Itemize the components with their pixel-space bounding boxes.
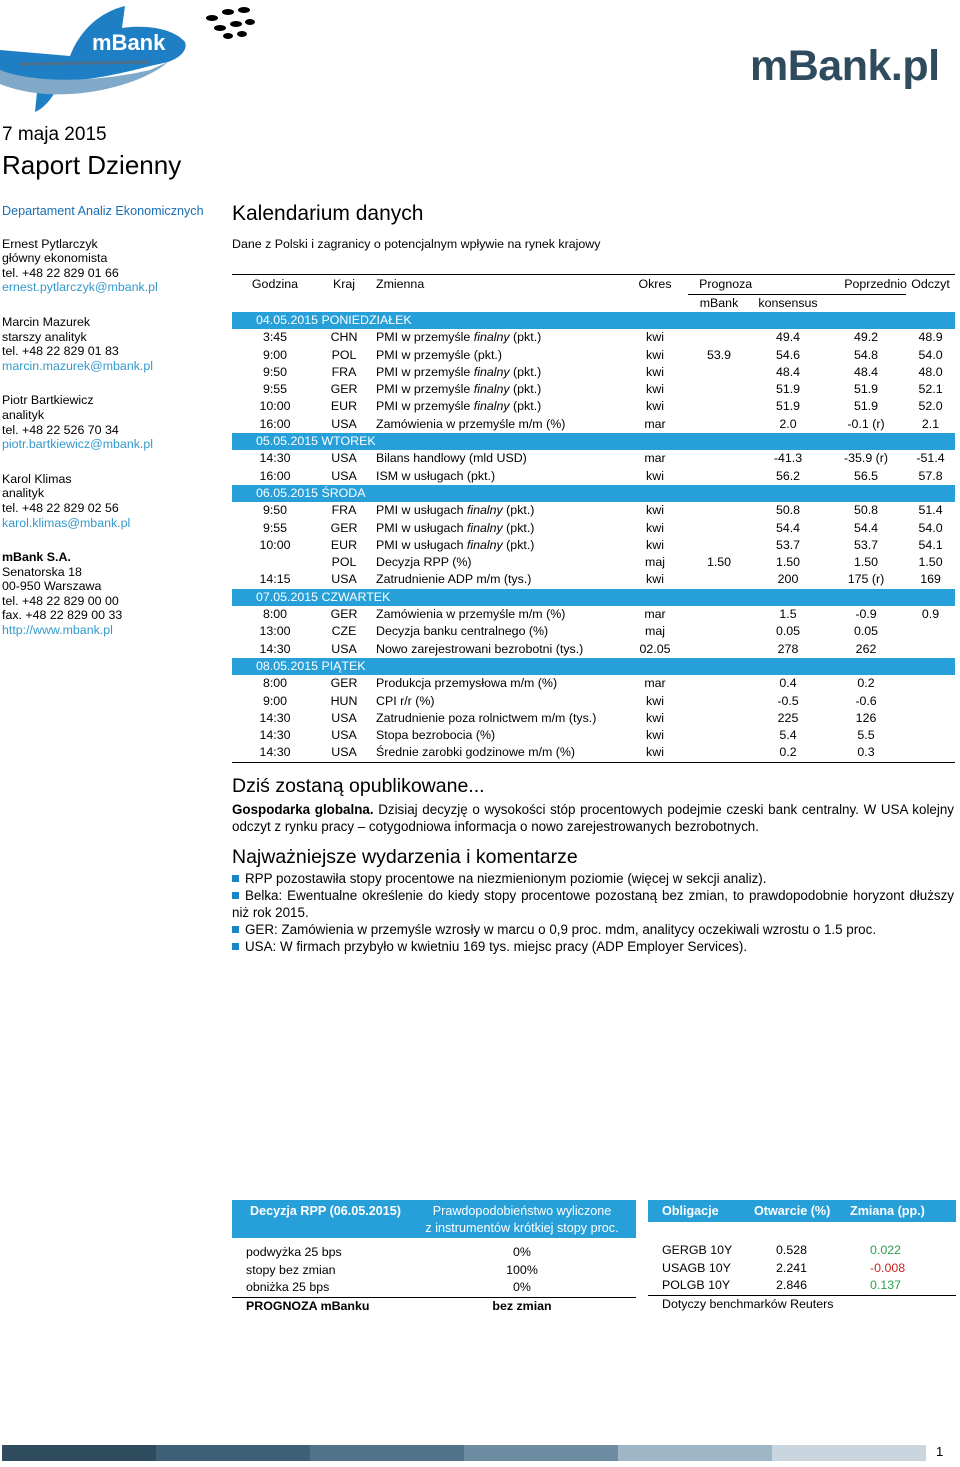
row-previous: 0.2 xyxy=(857,676,875,691)
row-country: USA xyxy=(331,641,357,656)
row-variable: PMI w przemyśle finalny (pkt.) xyxy=(376,382,542,397)
person-name: Karol Klimas xyxy=(2,471,72,486)
row-time: 14:30 xyxy=(259,451,291,466)
row-consensus: 48.4 xyxy=(775,364,801,379)
row-consensus: 53.7 xyxy=(775,537,801,552)
row-country: CZE xyxy=(331,624,357,639)
day-label: 06.05.2015 ŚRODA xyxy=(232,485,955,502)
row-mbank-forecast xyxy=(688,364,750,381)
row-period: kwi xyxy=(646,728,664,743)
bond-name: USAGB 10Y xyxy=(662,1260,731,1275)
row-time: 9:55 xyxy=(262,520,288,535)
row-consensus: -0.5 xyxy=(777,693,799,708)
calendar-day-row xyxy=(232,312,955,329)
bond-note: Dotyczy benchmarków Reuters xyxy=(662,1296,834,1311)
row-variable: Produkcja przemysłowa m/m (%) xyxy=(376,676,558,691)
calendar-day-row xyxy=(232,658,955,675)
row-mbank-forecast xyxy=(688,502,750,519)
row-previous: 1.50 xyxy=(853,555,879,570)
page-number: 1 xyxy=(936,1444,944,1459)
row-variable: PMI w przemyśle (pkt.) xyxy=(376,347,502,362)
company-address xyxy=(2,550,224,638)
row-variable: Zamówienia w przemyśle m/m (%) xyxy=(376,607,566,622)
row-variable: PMI w przemyśle finalny (pkt.) xyxy=(376,399,542,414)
header-prognoza: Prognoza Poprzednio xyxy=(688,275,906,295)
row-country: GER xyxy=(330,382,358,397)
rpp-forecast-value: bez zmian xyxy=(492,1298,552,1313)
calendar-title: Kalendarium danych xyxy=(232,202,424,225)
person-role: analityk xyxy=(2,407,45,422)
highlights-title: Najważniejsze wydarzenia i komentarze xyxy=(232,846,578,868)
row-period: kwi xyxy=(646,468,664,483)
rpp-row-value: 0% xyxy=(513,1280,531,1294)
bond-change: 0.022 xyxy=(870,1243,902,1257)
bond-row xyxy=(648,1260,956,1278)
row-actual: 2.1 xyxy=(921,416,940,431)
company-street: Senatorska 18 xyxy=(2,564,82,579)
row-period: kwi xyxy=(646,520,664,535)
row-variable: PMI w usługach finalny (pkt.) xyxy=(376,520,535,535)
logo-wordmark: mBank xyxy=(92,30,166,55)
row-previous: -0.6 xyxy=(855,693,877,708)
row-previous: -0.9 xyxy=(855,607,877,622)
row-previous: -35.9 (r) xyxy=(843,451,889,466)
calendar-row xyxy=(232,537,955,554)
rpp-header-left: Decyzja RPP (06.05.2015) xyxy=(250,1204,401,1218)
company-name: mBank S.A. xyxy=(2,550,71,565)
calendar-row xyxy=(232,623,955,640)
highlight-item: Belka: Ewentualne określenie do kiedy stopy procentowe pozostaną bez zmian, to prawdopodobnie horyzont dłuższy niż rok 2015. xyxy=(232,888,954,920)
row-mbank-forecast xyxy=(688,416,750,433)
rpp-row-label: stopy bez zmian xyxy=(246,1262,336,1277)
person-role: główny ekonomista xyxy=(2,251,108,266)
row-previous: 54.8 xyxy=(853,347,879,362)
footer-bar xyxy=(2,1445,926,1461)
highlights-list xyxy=(232,870,954,955)
today-lead: Gospodarka globalna. xyxy=(232,802,374,817)
calendar-header-row xyxy=(232,275,955,295)
person-email-link[interactable]: ernest.pytlarczyk@mbank.pl xyxy=(2,280,158,295)
header-poprzednio: Poprzednio xyxy=(844,277,907,291)
bond-row xyxy=(648,1277,956,1295)
row-actual: 51.4 xyxy=(918,503,943,518)
row-country: HUN xyxy=(330,693,358,708)
row-actual xyxy=(906,693,955,710)
row-time: 16:00 xyxy=(259,468,291,483)
row-mbank-forecast xyxy=(688,693,750,710)
row-period: kwi xyxy=(622,744,688,762)
company-city: 00-950 Warszawa xyxy=(2,579,102,594)
row-consensus: 0.2 xyxy=(750,744,826,762)
row-country: FRA xyxy=(331,503,357,518)
row-consensus: 56.2 xyxy=(775,468,801,483)
row-time: 14:15 xyxy=(259,572,291,587)
highlight-item: USA: W firmach przybyło w kwietniu 169 tys. miejsc pracy (ADP Employer Services). xyxy=(232,938,954,955)
bullet-square-icon xyxy=(232,875,239,882)
row-country: USA xyxy=(331,572,357,587)
day-label: 07.05.2015 CZWARTEK xyxy=(232,589,955,606)
row-consensus: 51.9 xyxy=(775,399,801,414)
department-name: Departament Analiz Ekonomicznych xyxy=(2,204,204,218)
company-fax: fax. +48 22 829 00 33 xyxy=(2,608,123,623)
person-name: Marcin Mazurek xyxy=(2,314,91,329)
row-previous: 48.4 xyxy=(853,364,879,379)
day-label: 04.05.2015 PONIEDZIAŁEK xyxy=(232,312,955,329)
row-consensus: 54.6 xyxy=(775,347,801,362)
row-variable: Bilans handlowy (mld USD) xyxy=(376,451,527,466)
bond-header-change: Zmiana (pp.) xyxy=(850,1204,925,1218)
calendar-row xyxy=(232,416,955,433)
row-consensus: 0.4 xyxy=(779,676,797,691)
contact-sidebar xyxy=(2,204,224,638)
contact-person xyxy=(2,472,224,530)
row-country: EUR xyxy=(330,399,358,414)
row-actual: 52.1 xyxy=(918,382,943,397)
calendar-row xyxy=(232,329,955,346)
calendar-table xyxy=(232,274,955,763)
row-actual: 54.0 xyxy=(918,520,943,535)
row-mbank-forecast xyxy=(688,450,750,467)
row-variable: Stopa bezrobocia (%) xyxy=(376,728,496,743)
bond-row xyxy=(648,1242,956,1260)
row-period: kwi xyxy=(646,364,664,379)
row-consensus: -41.3 xyxy=(773,451,803,466)
row-actual xyxy=(906,623,955,640)
row-country: GER xyxy=(330,520,358,535)
brand-logo: mBank.pl xyxy=(750,42,940,90)
row-actual: 48.0 xyxy=(918,364,943,379)
bullet-square-icon xyxy=(232,926,239,933)
row-previous: 51.9 xyxy=(853,382,879,397)
person-role: analityk xyxy=(2,486,45,501)
bond-open: 2.846 xyxy=(776,1278,808,1292)
row-time xyxy=(232,554,318,571)
header-okres: Okres xyxy=(622,275,688,295)
header-mbank: mBank xyxy=(688,295,750,313)
row-previous: 49.2 xyxy=(853,330,879,345)
row-country: GER xyxy=(330,676,358,691)
row-time: 10:00 xyxy=(259,537,291,552)
row-mbank-forecast xyxy=(688,727,750,744)
row-consensus: 5.4 xyxy=(779,728,797,743)
row-mbank-forecast xyxy=(688,329,750,346)
rpp-row-value: 100% xyxy=(506,1262,538,1277)
row-consensus: 225 xyxy=(777,710,799,725)
row-mbank-forecast xyxy=(688,468,750,485)
row-previous: 0.3 xyxy=(826,744,906,762)
person-name: Ernest Pytlarczyk xyxy=(2,236,98,251)
rpp-row-label: obniżka 25 bps xyxy=(246,1280,330,1294)
row-variable: ISM w usługach (pkt.) xyxy=(376,468,496,483)
row-time: 8:00 xyxy=(262,607,288,622)
row-period: mar xyxy=(644,607,666,622)
today-section-title: Dziś zostaną opublikowane... xyxy=(232,775,485,797)
row-actual: 52.0 xyxy=(918,399,943,414)
row-time: 9:00 xyxy=(262,347,288,362)
row-consensus: 49.4 xyxy=(775,330,801,345)
row-actual: -51.4 xyxy=(916,451,945,466)
row-period: kwi xyxy=(646,503,664,518)
row-variable: Zatrudnienie ADP m/m (tys.) xyxy=(376,572,532,587)
day-label: 08.05.2015 PIĄTEK xyxy=(232,658,955,675)
calendar-row xyxy=(232,675,955,692)
bond-change: 0.137 xyxy=(870,1278,902,1292)
calendar-row xyxy=(232,381,955,398)
person-role: starszy analityk xyxy=(2,329,87,344)
row-period: maj xyxy=(645,555,665,570)
rpp-row-label: podwyżka 25 bps xyxy=(246,1245,342,1259)
company-website-link[interactable]: http://www.mbank.pl xyxy=(2,623,113,638)
header-konsensus: konsensus xyxy=(750,295,826,313)
row-period: kwi xyxy=(646,347,664,362)
row-variable: PMI w usługach finalny (pkt.) xyxy=(376,503,535,518)
rpp-header-right-1: Prawdopodobieństwo wyliczone xyxy=(432,1204,612,1218)
calendar-row xyxy=(232,727,955,744)
calendar-subheader-row xyxy=(232,295,955,313)
row-actual xyxy=(906,744,955,762)
row-country: USA xyxy=(318,744,370,762)
row-actual: 169 xyxy=(920,572,941,587)
calendar-row xyxy=(232,744,955,762)
rpp-forecast-row xyxy=(232,1297,636,1316)
calendar-row xyxy=(232,693,955,710)
person-tel: tel. +48 22 526 70 34 xyxy=(2,422,119,437)
calendar-row xyxy=(232,554,955,571)
row-period: mar xyxy=(644,676,666,691)
row-actual xyxy=(906,675,955,692)
row-actual: 57.8 xyxy=(918,468,943,483)
calendar-day-row xyxy=(232,589,955,606)
row-variable: PMI w usługach finalny (pkt.) xyxy=(376,537,535,552)
bond-change: -0.008 xyxy=(870,1260,906,1275)
bond-header-open: Otwarcie (%) xyxy=(754,1204,831,1218)
row-mbank-forecast: 1.50 xyxy=(706,555,732,570)
calendar-row xyxy=(232,710,955,727)
row-time: 14:30 xyxy=(232,744,318,762)
row-consensus: 50.8 xyxy=(775,503,801,518)
row-time: 14:30 xyxy=(259,728,291,743)
report-date: 7 maja 2015 xyxy=(2,124,107,145)
row-consensus: 2.0 xyxy=(779,416,797,431)
row-country: FRA xyxy=(331,364,357,379)
row-previous: -0.1 (r) xyxy=(847,416,885,431)
row-previous: 175 (r) xyxy=(847,572,885,587)
row-actual: 1.50 xyxy=(918,555,943,570)
row-previous: 126 xyxy=(855,710,877,725)
calendar-day-row xyxy=(232,485,955,502)
calendar-subtitle: Dane z Polski i zagranicy o potencjalnym wpływie na rynek krajowy xyxy=(232,237,601,251)
row-period: kwi xyxy=(646,330,664,345)
row-mbank-forecast xyxy=(688,537,750,554)
calendar-row xyxy=(232,502,955,519)
company-tel: tel. +48 22 829 00 00 xyxy=(2,593,119,608)
rpp-row xyxy=(232,1244,636,1262)
bond-note-row xyxy=(648,1295,956,1314)
row-previous: 262 xyxy=(855,641,877,656)
row-country: USA xyxy=(331,728,357,743)
row-mbank-forecast: 53.9 xyxy=(706,347,732,362)
row-time: 8:00 xyxy=(262,676,288,691)
rpp-row-value: 0% xyxy=(513,1245,531,1259)
row-mbank-forecast xyxy=(688,520,750,537)
row-consensus: 0.05 xyxy=(775,624,801,639)
contact-person xyxy=(2,237,224,295)
row-country: USA xyxy=(331,451,357,466)
mbank-shark-logo xyxy=(0,0,260,115)
person-email-link[interactable]: piotr.bartkiewicz@mbank.pl xyxy=(2,437,153,452)
row-actual xyxy=(906,710,955,727)
row-previous: 53.7 xyxy=(853,537,879,552)
person-name: Piotr Bartkiewicz xyxy=(2,393,94,408)
row-previous: 50.8 xyxy=(853,503,879,518)
row-time: 14:30 xyxy=(259,710,291,725)
row-variable: PMI w przemyśle finalny (pkt.) xyxy=(376,330,542,345)
header-odczyt: Odczyt xyxy=(906,275,955,295)
row-period: maj xyxy=(645,624,665,639)
bond-name: GERGB 10Y xyxy=(662,1243,733,1257)
person-tel: tel. +48 22 829 02 56 xyxy=(2,500,119,515)
row-time: 3:45 xyxy=(262,330,288,345)
row-consensus: 51.9 xyxy=(775,382,801,397)
row-actual xyxy=(906,641,955,658)
bond-open: 2.241 xyxy=(776,1260,808,1275)
row-time: 9:55 xyxy=(262,382,288,397)
rpp-row xyxy=(232,1262,636,1280)
calendar-row xyxy=(232,571,955,588)
row-mbank-forecast xyxy=(688,606,750,623)
contact-person xyxy=(2,315,224,373)
row-actual: 48.9 xyxy=(918,330,943,345)
row-country: USA xyxy=(331,710,357,725)
row-previous: 0.05 xyxy=(853,624,879,639)
rpp-header-right-2: z instrumentów krótkiej stopy proc. xyxy=(425,1221,619,1235)
row-time: 13:00 xyxy=(259,624,291,639)
calendar-row xyxy=(232,606,955,623)
row-previous: 5.5 xyxy=(857,728,875,743)
person-email-link[interactable]: karol.klimas@mbank.pl xyxy=(2,515,131,530)
person-tel: tel. +48 22 829 01 83 xyxy=(2,344,119,359)
row-actual xyxy=(906,727,955,744)
row-actual: 54.1 xyxy=(918,537,943,552)
row-actual: 54.0 xyxy=(918,347,943,362)
row-mbank-forecast xyxy=(688,710,750,727)
calendar-row xyxy=(232,364,955,381)
bullet-square-icon xyxy=(232,943,239,950)
row-country: POL xyxy=(331,347,357,362)
row-consensus: 54.4 xyxy=(775,520,801,535)
row-mbank-forecast xyxy=(688,623,750,640)
bond-header-name: Obligacje xyxy=(662,1204,719,1218)
row-time: 9:00 xyxy=(262,693,288,708)
calendar-row xyxy=(232,347,955,364)
row-previous: 51.9 xyxy=(853,399,879,414)
rpp-row xyxy=(232,1279,636,1297)
row-mbank-forecast xyxy=(688,571,750,588)
row-variable: Zamówienia w przemyśle m/m (%) xyxy=(376,416,566,431)
day-label: 05.05.2015 WTOREK xyxy=(232,433,955,450)
row-consensus: 1.5 xyxy=(779,607,797,622)
person-email-link[interactable]: marcin.mazurek@mbank.pl xyxy=(2,358,153,373)
bond-table xyxy=(648,1200,956,1313)
bond-table-header xyxy=(648,1200,956,1222)
calendar-day-row xyxy=(232,433,955,450)
row-period: kwi xyxy=(646,537,664,552)
row-consensus: 200 xyxy=(777,572,799,587)
row-country: USA xyxy=(331,468,357,483)
row-time: 10:00 xyxy=(259,399,291,414)
row-previous: 56.5 xyxy=(853,468,879,483)
row-period: kwi xyxy=(646,572,664,587)
row-mbank-forecast xyxy=(688,675,750,692)
row-period: kwi xyxy=(646,399,664,414)
calendar-row xyxy=(232,468,955,485)
row-previous: 54.4 xyxy=(853,520,879,535)
row-mbank-forecast xyxy=(688,381,750,398)
today-body: Dzisiaj decyzję o wysokości stóp procentowych podejmie czeski bank centralny. W USA kolejny odczyt z rynku pracy – cotygodniowa informacja o nowo zarejestrowanych bezrobotnych. xyxy=(232,802,954,834)
rpp-forecast-label: PROGNOZA mBanku xyxy=(246,1298,370,1313)
row-variable: Decyzja banku centralnego (%) xyxy=(376,624,549,639)
bullet-square-icon xyxy=(232,892,239,899)
row-country: USA xyxy=(331,416,357,431)
row-time: 14:30 xyxy=(259,641,291,656)
rpp-table-header xyxy=(232,1200,636,1238)
row-period: mar xyxy=(644,451,666,466)
rpp-decision-table xyxy=(232,1200,636,1315)
row-variable: Nowo zarejestrowani bezrobotni (tys.) xyxy=(376,641,584,656)
row-period: kwi xyxy=(646,693,664,708)
row-variable: Zatrudnienie poza rolnictwem m/m (tys.) xyxy=(376,710,597,725)
row-mbank-forecast xyxy=(688,641,750,658)
row-consensus: 278 xyxy=(777,641,799,656)
highlight-item: RPP pozostawiła stopy procentowe na niezmienionym poziomie (więcej w sekcji analiz). xyxy=(232,870,954,887)
header-kraj: Kraj xyxy=(318,275,370,295)
row-actual: 0.9 xyxy=(921,607,940,622)
row-mbank-forecast xyxy=(688,398,750,415)
row-time: 9:50 xyxy=(262,503,288,518)
row-variable: Średnie zarobki godzinowe m/m (%) xyxy=(370,744,622,762)
row-consensus: 1.50 xyxy=(775,555,801,570)
row-time: 9:50 xyxy=(262,364,288,379)
bond-open: 0.528 xyxy=(776,1243,808,1257)
row-period: mar xyxy=(644,416,666,431)
row-country: GER xyxy=(330,607,358,622)
header-godzina: Godzina xyxy=(232,275,318,295)
row-country: EUR xyxy=(330,537,358,552)
header-zmienna: Zmienna xyxy=(370,275,622,295)
page-title: Raport Dzienny xyxy=(2,150,182,180)
row-period: kwi xyxy=(646,710,664,725)
row-country: CHN xyxy=(330,330,358,345)
row-period: kwi xyxy=(646,382,664,397)
row-variable: PMI w przemyśle finalny (pkt.) xyxy=(376,364,542,379)
row-period: 02.05 xyxy=(639,641,671,656)
row-variable: Decyzja RPP (%) xyxy=(376,555,472,570)
row-mbank-forecast xyxy=(688,744,750,762)
contact-person xyxy=(2,393,224,451)
calendar-row xyxy=(232,450,955,467)
calendar-row xyxy=(232,520,955,537)
calendar-row xyxy=(232,641,955,658)
row-variable: CPI r/r (%) xyxy=(376,693,435,708)
calendar-row xyxy=(232,398,955,415)
row-time: 16:00 xyxy=(259,416,291,431)
highlight-item: GER: Zamówienia w przemyśle wzrosły w marcu o 0,9 proc. mdm, analitycy oczekiwali wzrostu o 1.5 proc. xyxy=(232,921,954,938)
row-country: POL xyxy=(331,555,357,570)
today-section-text xyxy=(232,801,954,835)
person-tel: tel. +48 22 829 01 66 xyxy=(2,265,119,280)
bond-name: POLGB 10Y xyxy=(662,1278,731,1292)
